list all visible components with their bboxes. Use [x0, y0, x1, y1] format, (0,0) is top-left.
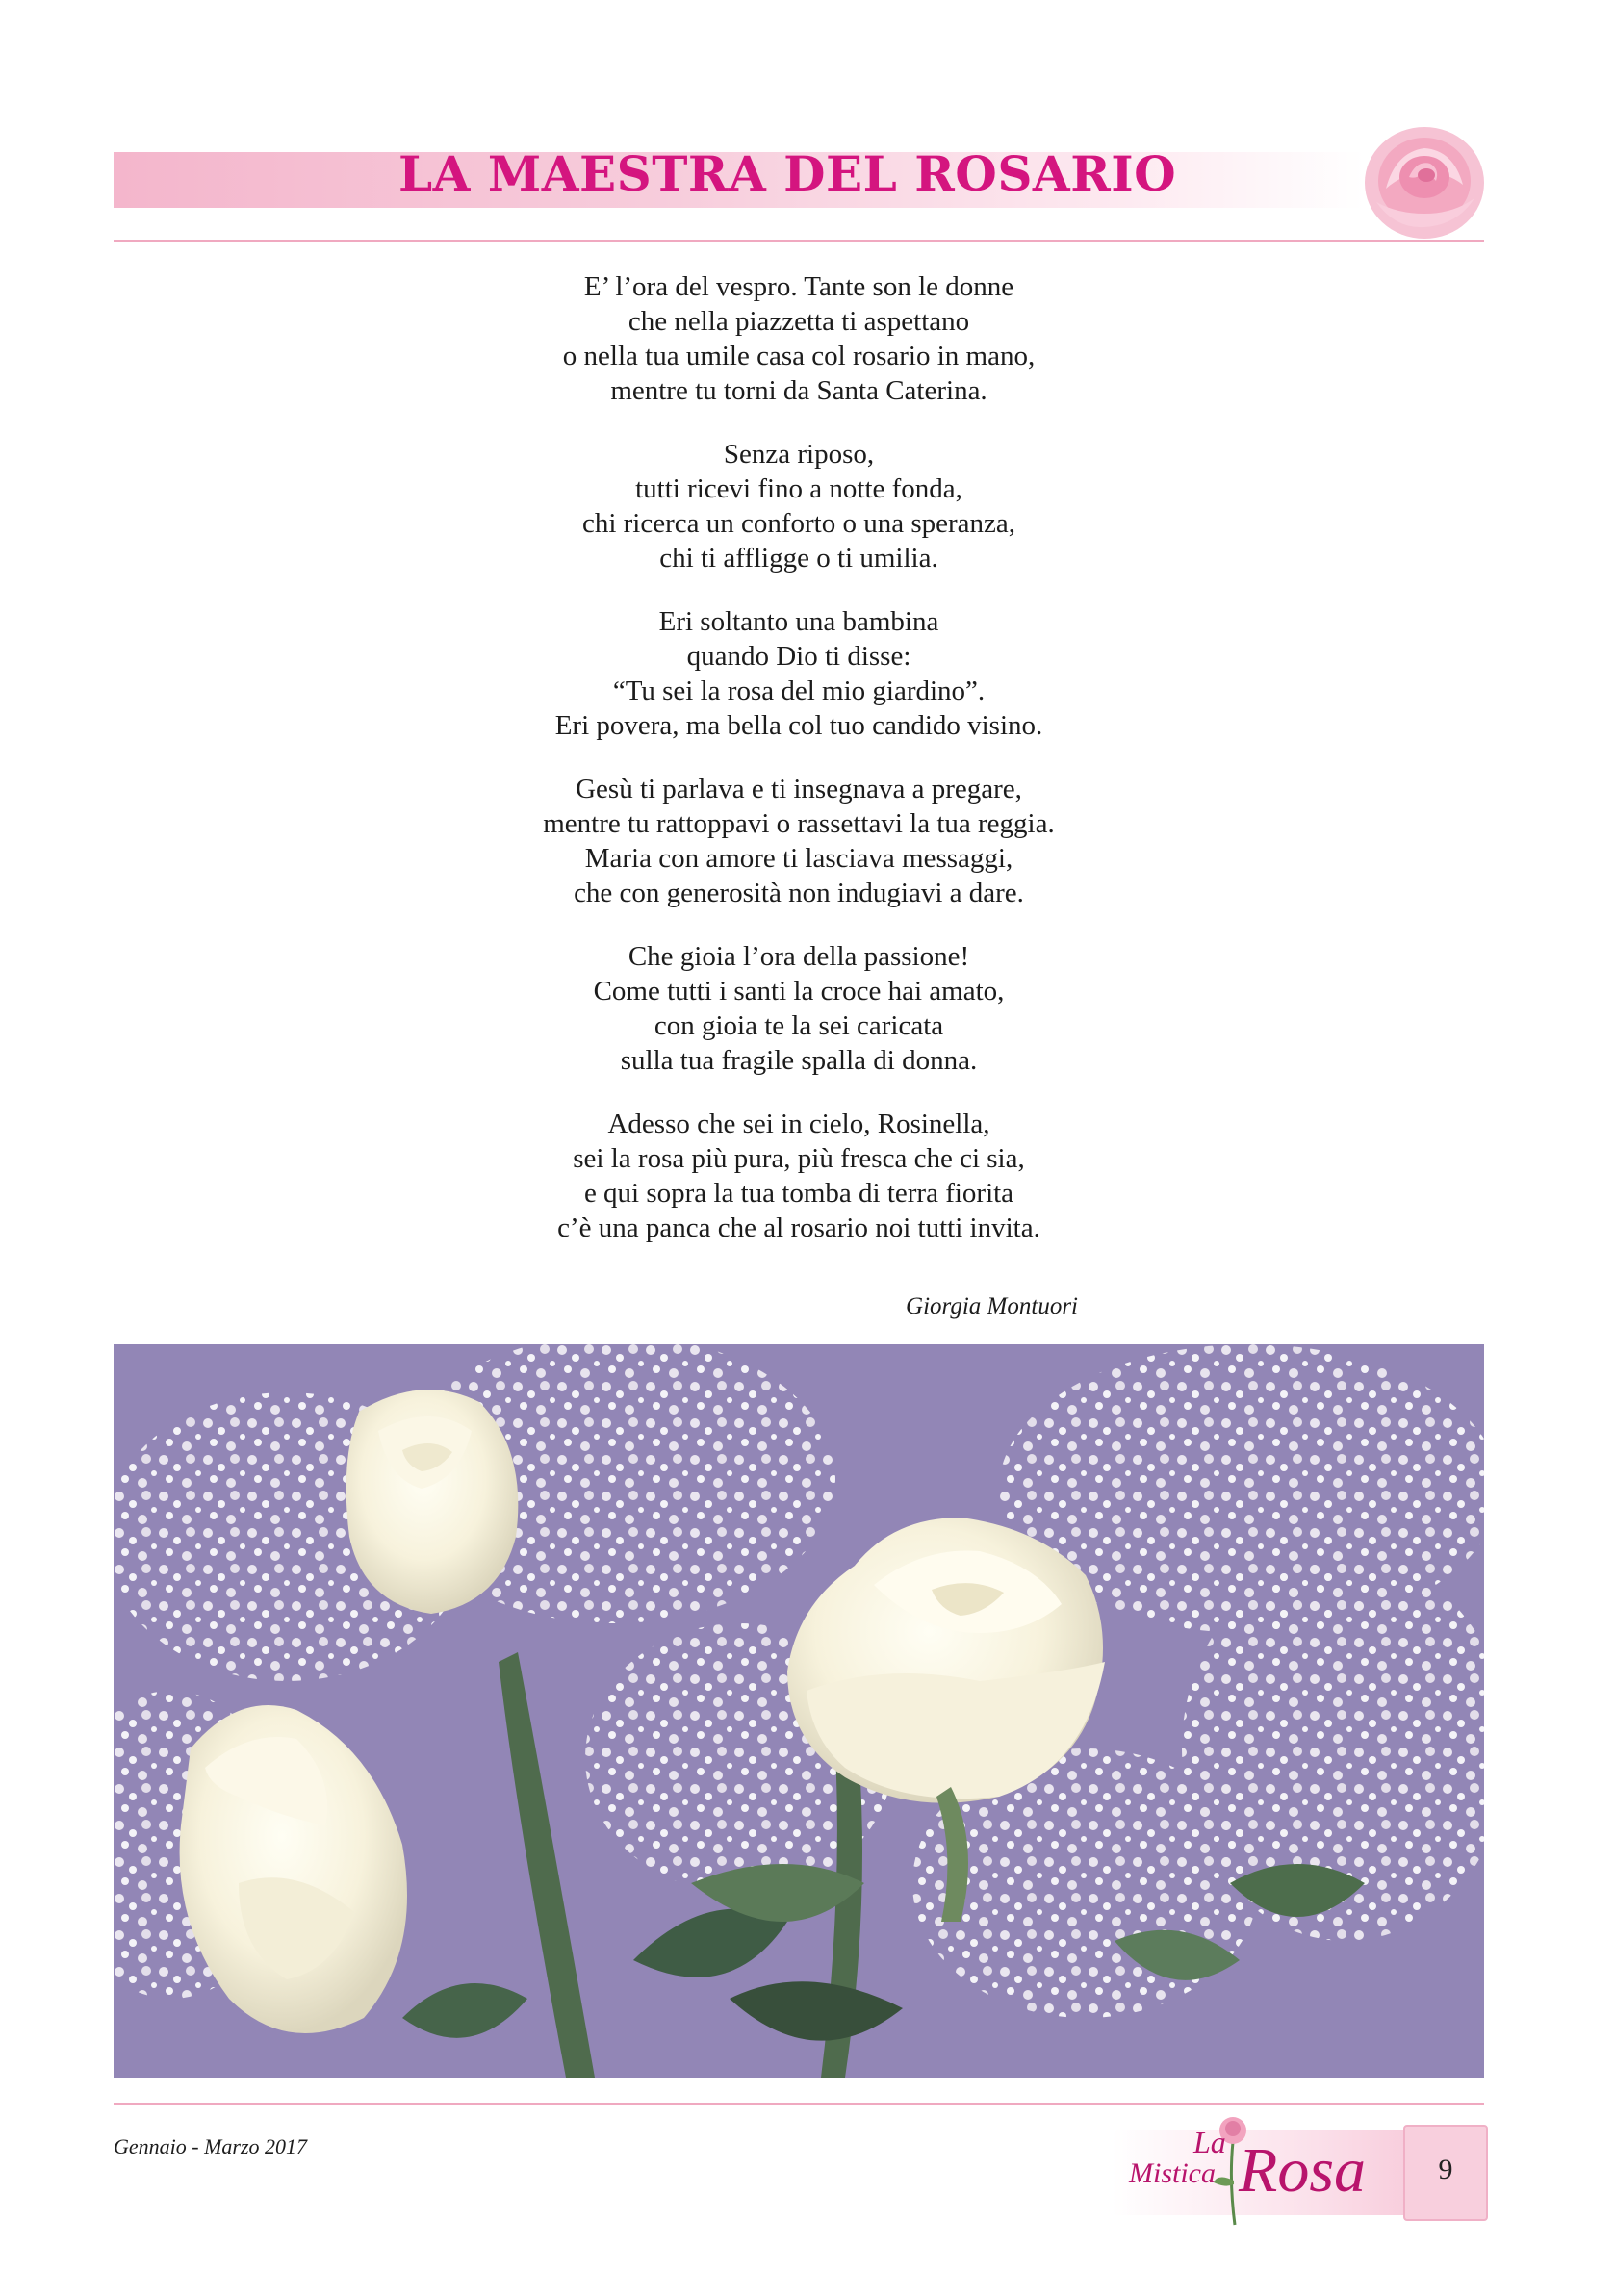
page-title: LA MAESTRA DEL ROSARIO [398, 145, 1177, 202]
poem-line: “Tu sei la rosa del mio giardino”. [612, 676, 986, 706]
poem-line: c’è una panca che al rosario noi tutti invita. [557, 1212, 1040, 1243]
poem-line: mentre tu rattoppavi o rassettavi la tua reggia. [543, 808, 1055, 839]
white-roses-photo [114, 1344, 1484, 2078]
logo-mistica: Mistica [1129, 2157, 1216, 2189]
poem [443, 269, 1155, 1274]
poem-line: che nella piazzetta ti aspettano [628, 306, 970, 337]
poem-line: E’ l’ora del vespro. Tante son le donne [583, 271, 1014, 302]
page-number-box [1403, 2125, 1488, 2221]
poem-line: o nella tua umile casa col rosario in mano, [562, 341, 1036, 371]
poem-line: Senza riposo, [723, 439, 875, 470]
poem-line: Maria con amore ti lasciava messaggi, [584, 843, 1013, 874]
poem-author: Giorgia Montuori [906, 1293, 1078, 1319]
poem-line: Gesù ti parlava e ti insegnava a pregare, [576, 774, 1022, 804]
poem-stanza [443, 939, 1155, 1078]
logo-rosa: Rosa [1239, 2135, 1366, 2206]
rose-ornament-icon [1357, 114, 1492, 248]
poem-line: con gioia te la sei caricata [654, 1010, 944, 1041]
poem-line: e qui sopra la tua tomba di terra fiorita [583, 1178, 1014, 1209]
poem-line: sei la rosa più pura, più fresca che ci sia, [573, 1143, 1025, 1174]
poem-line: Eri povera, ma bella col tuo candido visino. [554, 710, 1043, 741]
poem-line: mentre tu torni da Santa Caterina. [610, 375, 987, 406]
header-rule [114, 240, 1484, 242]
poem-line: Che gioia l’ora della passione! [628, 941, 970, 972]
poem-stanza [443, 269, 1155, 408]
poem-line: sulla tua fragile spalla di donna. [620, 1045, 978, 1076]
poem-stanza [443, 604, 1155, 743]
poem-line: chi ti affligge o ti umilia. [659, 543, 938, 574]
poem-line: quando Dio ti disse: [686, 641, 911, 672]
poem-line: tutti ricevi fino a notte fonda, [635, 473, 962, 504]
poem-line: Adesso che sei in cielo, Rosinella, [607, 1109, 990, 1139]
poem-stanza [443, 1107, 1155, 1245]
poem-stanza [443, 772, 1155, 910]
issue-date: Gennaio - Marzo 2017 [114, 2134, 308, 2158]
poem-line: chi ricerca un conforto o una speranza, [581, 508, 1016, 539]
logo-la: La [1193, 2125, 1226, 2159]
poem-line: Come tutti i santi la croce hai amato, [593, 976, 1005, 1007]
poem-stanza [443, 437, 1155, 575]
page-number: 9 [1438, 2154, 1453, 2185]
poem-line: che con generosità non indugiavi a dare. [574, 878, 1024, 908]
footer-rule [114, 2103, 1484, 2105]
poem-line: Eri soltanto una bambina [658, 606, 939, 637]
